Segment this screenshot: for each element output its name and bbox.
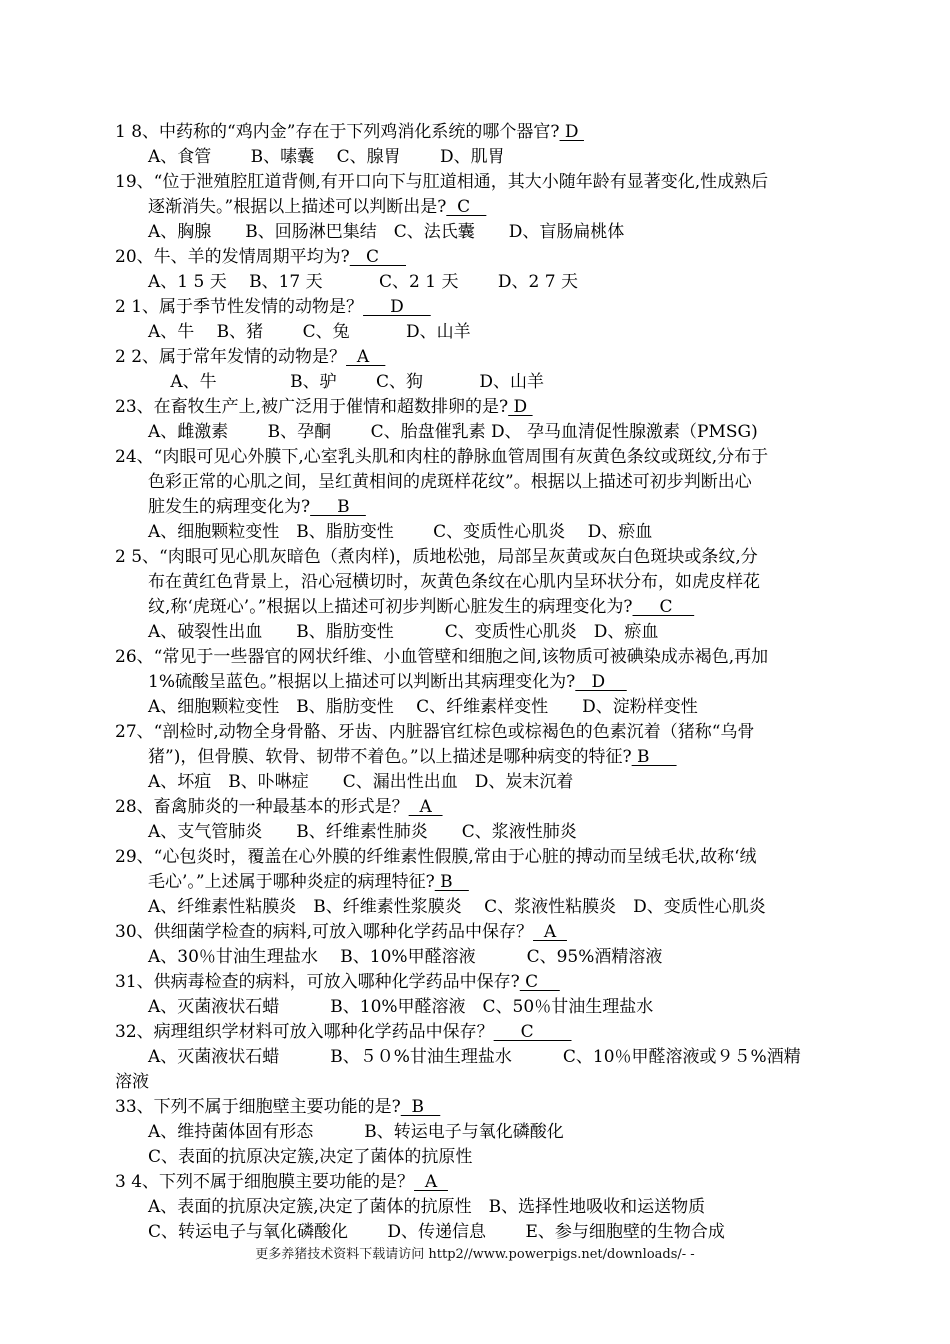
options-24: A、细胞颗粒变性 B、脂肪变性 C、变质性心肌炎 D、瘀血: [148, 522, 653, 542]
question-text: 31、供病毒检查的病料，可放入哪种化学药品中保存?: [115, 972, 520, 992]
question-21: [115, 296, 431, 318]
question-18: [115, 121, 584, 143]
question-20: [115, 246, 406, 268]
answer-blank: A: [408, 797, 443, 817]
question-text: 2 2、属于常年发情的动物是？: [115, 347, 347, 367]
question-text: 30、供细菌学检查的病料,可放入哪种化学药品中保存？: [115, 922, 534, 942]
answer-blank: C: [519, 972, 560, 992]
question-25-cont: 布在黄红色背景上，沿心冠横切时，灰黄色条纹在心肌内呈环状分布，如虎皮样花: [148, 572, 760, 592]
question-text: 1 8、中药称的“鸡内金”存在于下列鸡消化系统的哪个器官?: [115, 122, 560, 142]
options-22: A、牛 B、驴 C、狗 D、山羊: [148, 372, 545, 392]
question-text: 1%硫酸呈蓝色。”根据以上描述可以判断出其病理变化为?: [148, 672, 576, 692]
page-footer: 更多养猪技术资料下载请访问 http2//www.powerpigs.net/downloads/- -: [255, 1247, 695, 1262]
question-19-cont: [148, 196, 486, 218]
answer-blank: C: [493, 1022, 572, 1042]
question-text: 3 4、下列不属于细胞膜主要功能的是？: [115, 1172, 415, 1192]
options-18: A、食管 B、嗉囊 C、腺胃 D、肌胃: [148, 147, 505, 167]
options-30: A、30％甘油生理盐水 B、10%甲醛溶液 C、95%酒精溶液: [148, 947, 663, 967]
options-28: A、支气管肺炎 B、纤维素性肺炎 C、浆液性肺炎: [148, 822, 577, 842]
options-26: A、细胞颗粒变性 B、脂肪变性 C、纤维素样变性 D、淀粉样变性: [148, 697, 698, 717]
options-27: A、坏疽 B、卟啉症 C、漏出性出血 D、炭末沉着: [148, 772, 574, 792]
question-33: [115, 1096, 440, 1118]
question-31: [115, 971, 560, 993]
options-20: A、1 5 天 B、17 天 C、2 1 天 D、2 7 天: [148, 272, 578, 292]
answer-blank: D: [363, 297, 431, 317]
options-33: A、维持菌体固有形态 B、转运电子与氧化磷酸化: [148, 1122, 564, 1142]
options-25: A、破裂性出血 B、脂肪变性 C、变质性心肌炎 D、瘀血: [148, 622, 659, 642]
answer-blank: B: [631, 747, 677, 767]
question-28: [115, 796, 443, 818]
question-26-cont: [148, 671, 627, 693]
options-34: A、表面的抗原决定簇,决定了菌体的抗原性 B、选择性地吸收和运送物质: [148, 1197, 706, 1217]
question-29-cont: [148, 871, 469, 893]
question-23: [115, 396, 533, 418]
question-19: 19、“位于泄殖腔肛道背侧,有开口向下与肛道相通，其大小随年龄有显著变化,性成熟后: [115, 172, 769, 192]
answer-blank: C: [446, 197, 487, 217]
answer-blank: A: [533, 922, 567, 942]
options-33: C、表面的抗原决定簇,决定了菌体的抗原性: [148, 1147, 473, 1167]
question-27-cont: [148, 746, 677, 768]
answer-blank: B: [310, 497, 366, 517]
answer-blank: B: [400, 1097, 441, 1117]
question-24: 24、“肉眼可见心外膜下,心室乳头肌和肉柱的静脉血管周围有灰黄色条纹或斑纹,分布于: [115, 447, 769, 467]
options-32: A、灭菌液状石蜡 B、５０%甘油生理盐水 C、10％甲醛溶液或９５%酒精: [148, 1047, 801, 1067]
question-text: 33、下列不属于细胞壁主要功能的是?: [115, 1097, 401, 1117]
question-text: 2 1、属于季节性发情的动物是？: [115, 297, 364, 317]
answer-blank: C: [632, 597, 695, 617]
question-30: [115, 921, 567, 943]
question-text: 23、在畜牧生产上,被广泛用于催情和超数排卵的是?: [115, 397, 509, 417]
question-text: 猪”)，但骨膜、软骨、韧带不着色。”以上描述是哪种病变的特征?: [148, 747, 632, 767]
question-text: 32、病理组织学材料可放入哪种化学药品中保存？: [115, 1022, 494, 1042]
answer-blank: C: [349, 247, 406, 267]
answer-blank: D: [508, 397, 533, 417]
question-22: [115, 346, 385, 368]
options-21: A、牛 B、猪 C、兔 D、山羊: [148, 322, 471, 342]
options-34: C、转运电子与氧化磷酸化 D、传递信息 E、参与细胞壁的生物合成: [148, 1222, 725, 1242]
options-29: A、纤维素性粘膜炎 B、纤维素性浆膜炎 C、浆液性粘膜炎 D、变质性心肌炎: [148, 897, 766, 917]
question-text: 毛心’。”上述属于哪种炎症的病理特征?: [148, 872, 435, 892]
answer-blank: A: [346, 347, 386, 367]
question-text: 脏发生的病理变化为?: [148, 497, 311, 517]
question-25-cont: [148, 596, 694, 618]
question-text: 20、牛、羊的发情周期平均为?: [115, 247, 350, 267]
question-29: 29、“心包炎时，覆盖在心外膜的纤维素性假膜,常由于心脏的搏动而呈绒毛状,故称‘绒: [115, 847, 757, 867]
answer-blank: D: [559, 122, 584, 142]
question-24-cont: [148, 496, 366, 518]
question-27: 27、“剖检时,动物全身骨骼、牙齿、内脏器官红棕色或棕褐色的色素沉着（猪称“乌骨: [115, 722, 755, 742]
options-32-cont: 溶液: [115, 1072, 149, 1092]
question-26: 26、“常见于一些器官的网状纤维、小血管壁和细胞之间,该物质可被碘染成赤褐色,再加: [115, 647, 769, 667]
options-19: A、胸腺 B、回肠淋巴集结 C、法氏囊 D、盲肠扁桃体: [148, 222, 625, 242]
answer-blank: D: [575, 672, 627, 692]
question-text: 逐渐消失。”根据以上描述可以判断出是?: [148, 197, 447, 217]
question-text: 28、畜禽肺炎的一种最基本的形式是？: [115, 797, 409, 817]
answer-blank: B: [434, 872, 469, 892]
question-text: 纹,称‘虎斑心’。”根据以上描述可初步判断心脏发生的病理变化为?: [148, 597, 633, 617]
question-24-cont: 色彩正常的心肌之间，呈红黄相间的虎斑样花纹”。根据以上描述可初步判断出心: [148, 472, 752, 492]
question-34: [115, 1171, 448, 1193]
options-31: A、灭菌液状石蜡 B、10%甲醛溶液 C、50％甘油生理盐水: [148, 997, 654, 1017]
options-23: A、雌激素 B、孕酮 C、胎盘催乳素 D、 孕马血清促性腺激素（PMSG): [148, 422, 758, 442]
question-32: [115, 1021, 572, 1043]
answer-blank: A: [414, 1172, 448, 1192]
question-25: 2 5、“肉眼可见心肌灰暗色（煮肉样)，质地松弛，局部呈灰黄或灰白色斑块或条纹,分: [115, 547, 758, 567]
